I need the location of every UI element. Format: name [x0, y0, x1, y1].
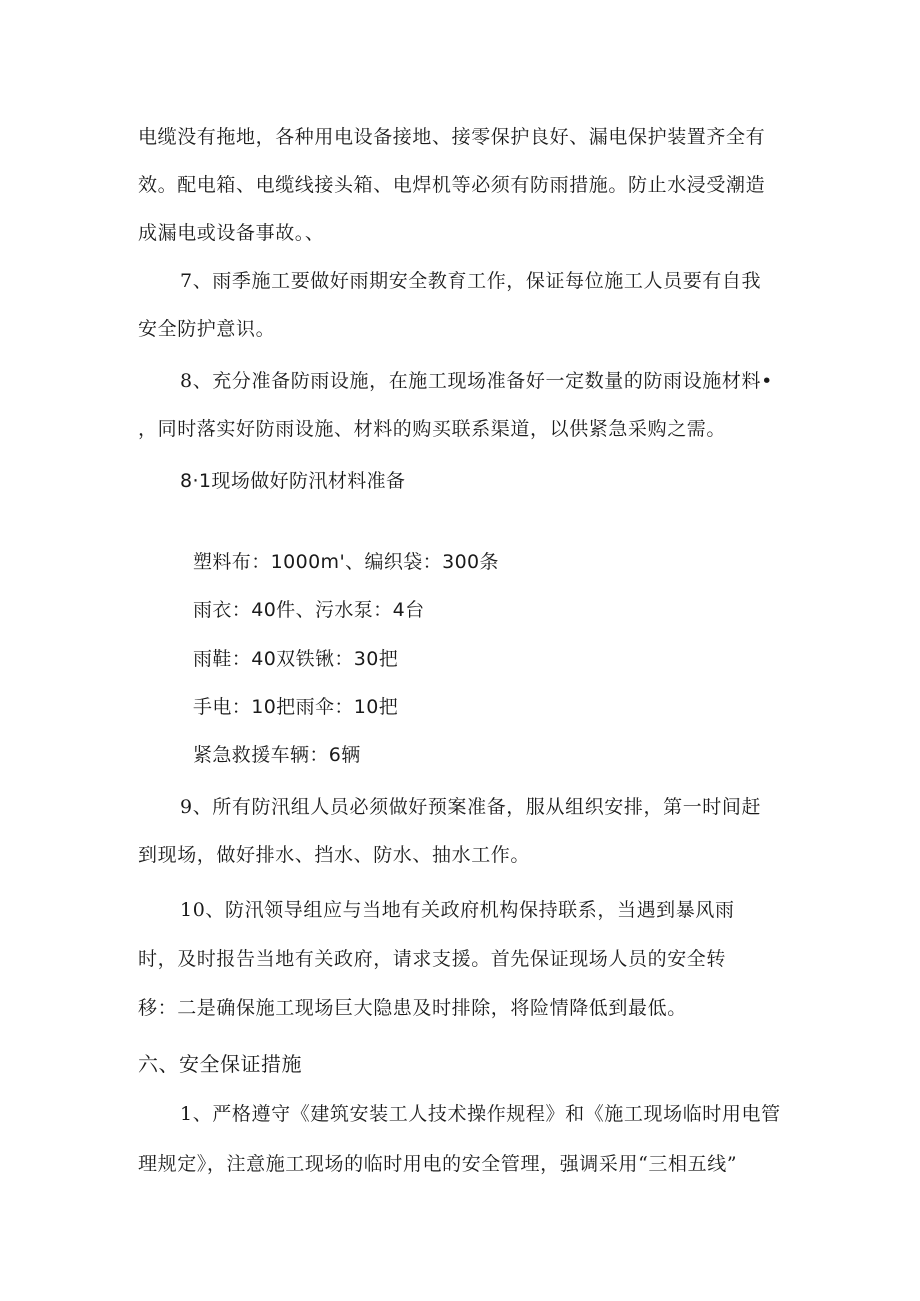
- material-item: 雨鞋：40双铁锹：30把: [193, 648, 399, 670]
- section-6-item-1-line: 理规定》，注意施工现场的临时用电的安全管理，强调采用“三相五线”: [138, 1153, 738, 1175]
- item-7-line: 7、雨季施工要做好雨期安全教育工作，保证每位施工人员要有自我: [180, 270, 762, 292]
- item-7-line: 安全防护意识。: [138, 318, 276, 340]
- paragraph-line: 成漏电或设备事故。、: [138, 222, 325, 244]
- material-item: 雨衣：40件、污水泵：4台: [193, 599, 425, 621]
- material-item: 紧急救援车辆：6辆: [193, 744, 361, 766]
- item-10-line: 时，及时报告当地有关政府，请求支援。首先保证现场人员的安全转: [138, 948, 727, 970]
- section-6-item-1-line: 1、严格遵守《建筑安装工人技术操作规程》和《施工现场临时用电管: [180, 1103, 781, 1125]
- item-8-line: ，同时落实好防雨设施、材料的购买联系渠道，以供紧急采购之需。: [138, 418, 727, 440]
- item-9-line: 到现场，做好排水、挡水、防水、抽水工作。: [138, 844, 531, 866]
- paragraph-line: 效。配电箱、电缆线接头箱、电焊机等必须有防雨措施。防止水浸受潮造: [138, 174, 766, 196]
- section-heading: 六、安全保证措施: [138, 1052, 302, 1076]
- item-8-line: 8、充分准备防雨设施，在施工现场准备好一定数量的防雨设施材料•: [180, 370, 773, 392]
- item-10-line: 移：二是确保施工现场巨大隐患及时排除，将险情降低到最低。: [138, 997, 687, 1019]
- material-item: 塑料布：1000m'、编织袋：300条: [193, 551, 499, 573]
- item-9-line: 9、所有防汛组人员必须做好预案准备，服从组织安排，第一时间赶: [180, 796, 762, 818]
- subheading-8-1: 8·1现场做好防汛材料准备: [180, 470, 406, 492]
- paragraph-line: 电缆没有拖地，各种用电设备接地、接零保护良好、漏电保护装置齐全有: [138, 126, 766, 148]
- item-10-line: 10、防汛领导组应与当地有关政府机构保持联系，当遇到暴风雨: [180, 899, 735, 921]
- material-item: 手电：10把雨伞：10把: [193, 696, 399, 718]
